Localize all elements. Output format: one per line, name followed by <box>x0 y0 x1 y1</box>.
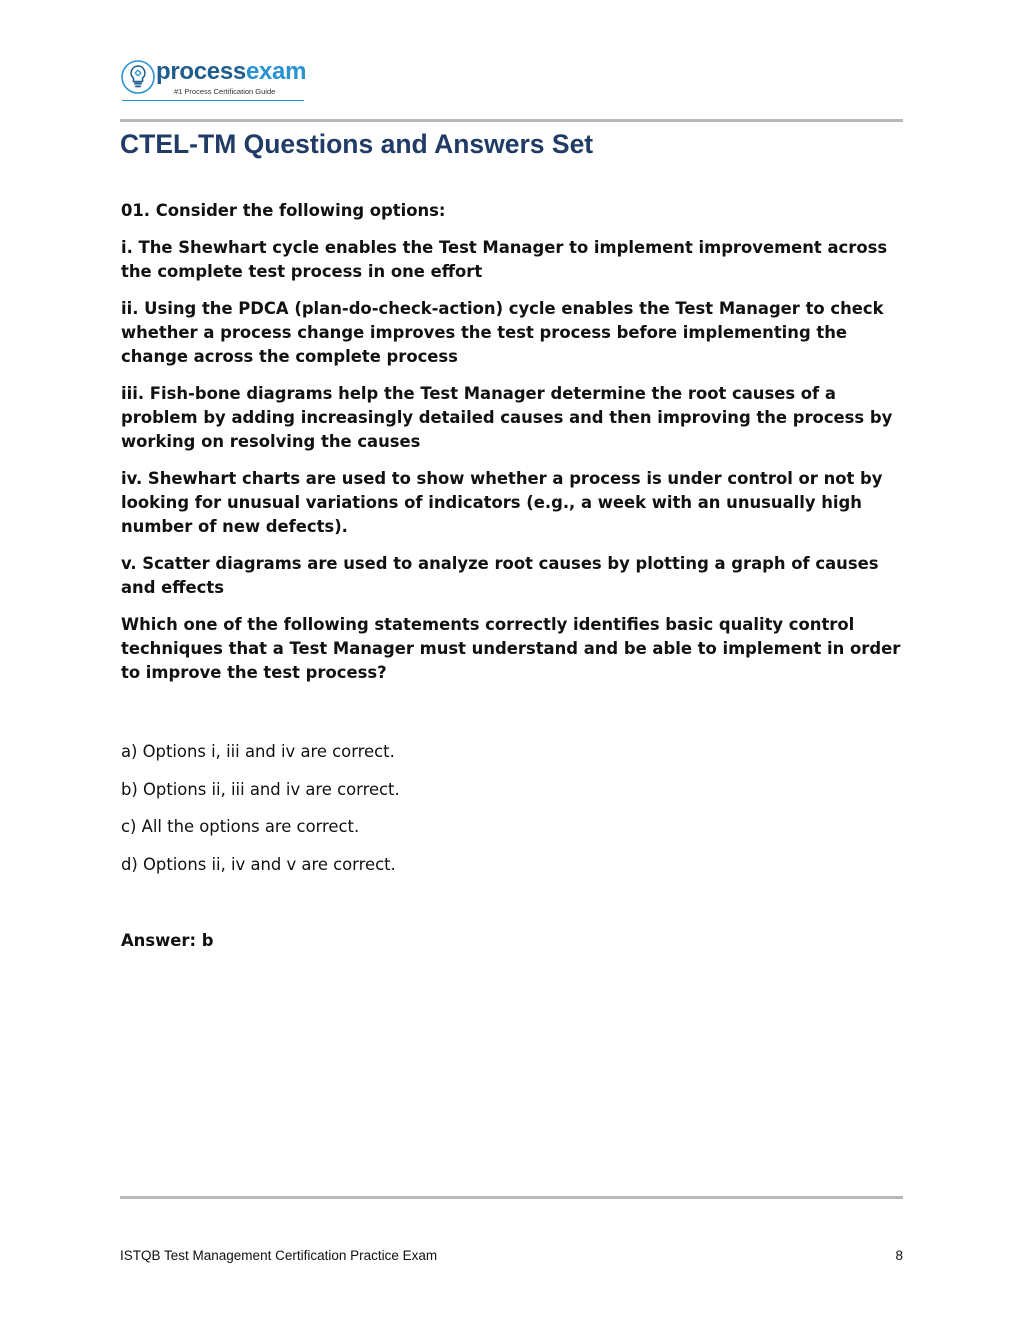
header-divider <box>120 119 903 122</box>
question-body <box>121 199 905 698</box>
logo-underline <box>122 100 304 101</box>
lightbulb-gear-icon <box>120 58 158 98</box>
option-c: c) All the options are correct. <box>121 817 360 836</box>
footer-divider <box>120 1196 903 1199</box>
statement-iii: iii. Fish-bone diagrams help the Test Manager determine the root causes of a problem by adding increasingly detailed causes and then improving the process by working on resolving the causes <box>121 384 893 451</box>
statement-v: v. Scatter diagrams are used to analyze root causes by plotting a graph of causes and effects <box>121 554 879 597</box>
option-b: b) Options ii, iii and iv are correct. <box>121 779 400 799</box>
footer-title: ISTQB Test Management Certification Practice Exam <box>120 1248 438 1263</box>
logo-wordmark <box>156 58 306 86</box>
option-d: d) Options ii, iv and v are correct. <box>121 854 396 874</box>
question-prompt: Which one of the following statements correctly identifies basic quality control techniques that a Test Manager must understand and be able to implement in order to improve the test process? <box>121 615 901 682</box>
correct-answer: Answer: b <box>121 931 214 950</box>
page-title: CTEL-TM Questions and Answers Set <box>120 129 594 159</box>
page-number: 8 <box>895 1248 903 1263</box>
option-a: a) Options i, iii and iv are correct. <box>121 742 395 761</box>
statement-iv: iv. Shewhart charts are used to show whether a process is under control or not by looking for unusual variations of indicators (e.g., a week with an unusually high number of new defects). <box>121 469 883 536</box>
statement-ii: ii. Using the PDCA (plan-do-check-action) cycle enables the Test Manager to check whether a process change improves the test process before implementing the change across the complete process <box>121 299 884 366</box>
logo-wordmark-exam: exam <box>245 58 307 85</box>
logo-wordmark-process: process <box>156 58 246 85</box>
answer-options <box>121 740 905 890</box>
logo-tagline: #1 Process Certification Guide <box>174 87 276 96</box>
processexam-logo <box>120 58 306 104</box>
statement-i: i. The Shewhart cycle enables the Test Manager to implement improvement across the complete test process in one effort <box>121 238 888 281</box>
question-intro: 01. Consider the following options: <box>121 201 446 220</box>
